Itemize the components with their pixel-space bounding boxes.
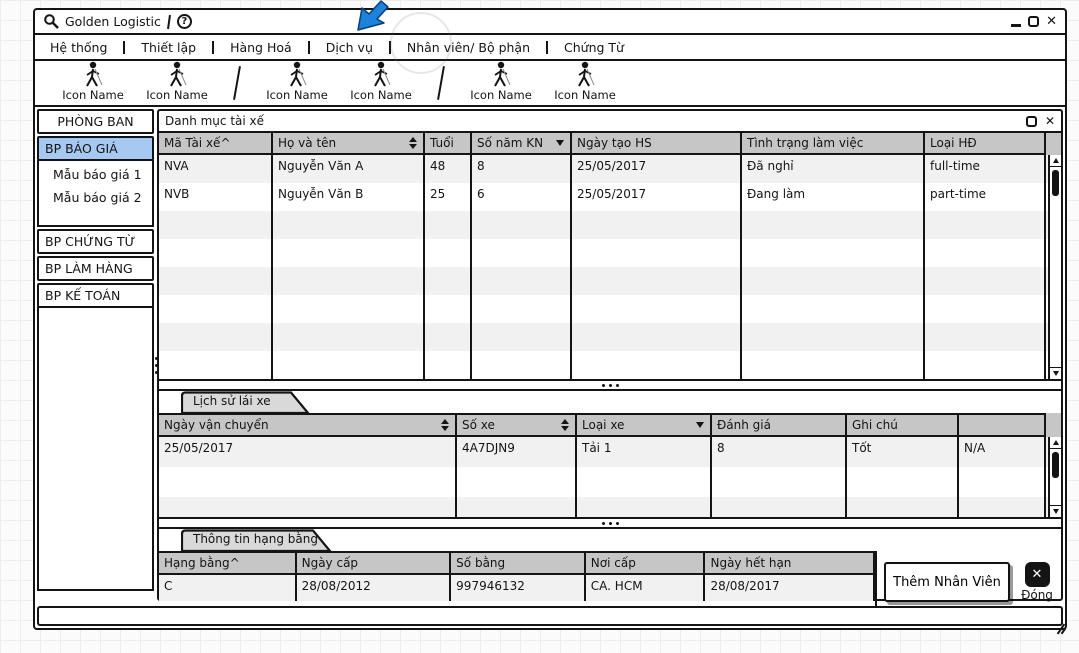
- close-label: Đóng: [1021, 588, 1053, 602]
- person-icon: [370, 61, 392, 87]
- table-row-empty: [159, 323, 1061, 351]
- toolbar-separator: [233, 66, 241, 100]
- scrollbar-thumb[interactable]: [1052, 170, 1059, 196]
- search-icon: [43, 13, 60, 30]
- menu-item-chung-tu[interactable]: Chứng Từ: [564, 39, 624, 55]
- column-header-tuoi[interactable]: Tuổi: [425, 133, 472, 155]
- horizontal-splitter-handle[interactable]: [159, 517, 1061, 529]
- toolbar-button-label: Icon Name: [62, 88, 124, 102]
- tab-thong-tin-hang-bang[interactable]: Thông tin hạng bằng: [181, 529, 333, 551]
- menu-separator: [308, 41, 310, 54]
- toolbar-button-label: Icon Name: [266, 88, 328, 102]
- dropdown-icon[interactable]: [556, 140, 564, 146]
- panel-titlebar: [159, 111, 1061, 133]
- toolbar-button[interactable]: [552, 61, 618, 102]
- person-icon: [490, 61, 512, 87]
- column-header-ngay-tao-hs[interactable]: Ngày tạo HS: [572, 133, 742, 155]
- table-row[interactable]: NVB Nguyễn Văn B 25 6 25/05/2017 Đang làm part-time: [159, 183, 1061, 211]
- scroll-up-icon[interactable]: [1050, 437, 1061, 449]
- table-row-empty: [159, 211, 1061, 239]
- menu-separator: [546, 41, 548, 54]
- dropdown-icon[interactable]: [696, 422, 704, 428]
- toolbar-separator: [437, 66, 445, 100]
- panel-maximize-icon[interactable]: [1026, 116, 1037, 127]
- column-header-ngay-cap[interactable]: Ngày cấp: [297, 551, 452, 575]
- drivers-table-header: [159, 133, 1061, 155]
- sidebar-item-mau-bao-gia-2[interactable]: Mẫu báo giá 2: [53, 190, 142, 205]
- app-title: Golden Logistic: [65, 14, 161, 29]
- column-header-tinh-trang[interactable]: Tình trạng làm việc: [742, 133, 925, 155]
- tab-lich-su-lai-xe[interactable]: Lịch sử lái xe: [181, 391, 311, 413]
- sort-icon[interactable]: [409, 137, 417, 149]
- panel-title: Danh mục tài xế: [165, 114, 265, 128]
- history-table-body: [159, 437, 1061, 517]
- status-bar: [37, 606, 1063, 626]
- app-window: [33, 8, 1067, 630]
- scroll-down-icon[interactable]: [1050, 505, 1061, 517]
- panel-close-icon[interactable]: ✕: [1044, 114, 1055, 128]
- column-header-ma-tai-xe[interactable]: Mã Tài xế^: [159, 133, 273, 155]
- close-square-icon[interactable]: ✕: [1025, 562, 1050, 587]
- window-titlebar: [35, 10, 1065, 35]
- drivers-panel: [157, 109, 1063, 601]
- scroll-down-icon[interactable]: [1050, 367, 1061, 379]
- history-tab-row: [159, 391, 1061, 413]
- sidebar-item-bp-bao-gia[interactable]: BP BÁO GIÁ: [37, 136, 154, 161]
- minimize-icon[interactable]: [1011, 24, 1021, 27]
- toolbar-button[interactable]: [60, 61, 126, 102]
- menu-separator: [123, 41, 125, 54]
- column-header-ngay-het-han[interactable]: Ngày hết hạn: [705, 551, 875, 575]
- horizontal-splitter-handle[interactable]: [159, 379, 1061, 391]
- column-header-blank[interactable]: [959, 413, 1046, 437]
- sidebar-item-bp-ke-toan[interactable]: BP KẾ TOÁN: [37, 283, 154, 308]
- content-area: [35, 107, 1065, 601]
- close-icon[interactable]: ✕: [1046, 14, 1057, 29]
- toolbar-button-label: Icon Name: [146, 88, 208, 102]
- vertical-scrollbar[interactable]: [1048, 155, 1061, 379]
- add-employee-button[interactable]: Thêm Nhân Viên: [884, 562, 1010, 602]
- maximize-icon[interactable]: [1028, 16, 1039, 27]
- table-row-empty: [159, 239, 1061, 267]
- license-table-header: [159, 551, 875, 575]
- toolbar-button[interactable]: [468, 61, 534, 102]
- column-header-so-bang[interactable]: Số bằng: [451, 551, 586, 575]
- column-header-noi-cap[interactable]: Nơi cấp: [586, 551, 706, 575]
- drivers-table-body: [159, 155, 1061, 379]
- scroll-up-icon[interactable]: [1050, 155, 1061, 167]
- vertical-scrollbar[interactable]: [1048, 437, 1061, 517]
- column-header-loai-xe[interactable]: Loại xe: [577, 413, 712, 437]
- column-header-ngay-van-chuyen[interactable]: Ngày vận chuyển: [159, 413, 457, 437]
- column-header-ghi-chu[interactable]: Ghi chú: [847, 413, 959, 437]
- table-row-empty: [159, 351, 1061, 379]
- resize-handle-icon[interactable]: [1053, 620, 1069, 636]
- cursor-arrow-icon: [356, 0, 402, 32]
- person-icon: [82, 61, 104, 87]
- menu-item-hang-hoa[interactable]: Hàng Hoá: [230, 39, 292, 55]
- sidebar-subsection: [37, 160, 154, 227]
- menu-item-he-thong[interactable]: Hệ thống: [50, 39, 108, 55]
- column-header-loai-hd[interactable]: Loại HĐ: [925, 133, 1046, 155]
- license-tab-row: [159, 529, 1061, 551]
- menu-item-nhan-vien[interactable]: Nhân viên/ Bộ phận: [406, 39, 531, 55]
- table-row-empty: [159, 497, 1061, 517]
- toolbar-button[interactable]: [144, 61, 210, 102]
- icon-toolbar: [35, 61, 1065, 107]
- menu-bar: [35, 35, 1065, 61]
- sort-icon[interactable]: [441, 419, 449, 431]
- menu-separator: [212, 41, 214, 54]
- person-icon: [286, 61, 308, 87]
- table-row-empty: [159, 467, 1061, 497]
- titlebar-separator: [167, 14, 171, 28]
- scrollbar-thumb[interactable]: [1052, 452, 1059, 478]
- table-row[interactable]: C 28/08/2012 997946132 CA. HCM 28/08/2017: [159, 575, 875, 601]
- sidebar-header: PHÒNG BAN: [37, 109, 154, 134]
- column-header-hang-bang[interactable]: Hạng bằng^: [159, 551, 297, 575]
- sort-icon[interactable]: [561, 419, 569, 431]
- close-panel-action[interactable]: [1017, 562, 1057, 602]
- sidebar-item-mau-bao-gia-1[interactable]: Mẫu báo giá 1: [53, 167, 142, 182]
- table-row-empty: [159, 295, 1061, 323]
- column-header-so-xe[interactable]: Số xe: [457, 413, 577, 437]
- toolbar-button-label: Icon Name: [350, 88, 412, 102]
- sidebar-item-bp-lam-hang[interactable]: BP LÀM HÀNG: [37, 256, 154, 281]
- table-row[interactable]: 25/05/2017 4A7DJN9 Tải 1 8 Tốt N/A: [159, 437, 1061, 467]
- column-header-so-nam-kn[interactable]: Số năm KN: [472, 133, 572, 155]
- history-table-header: [159, 413, 1061, 437]
- toolbar-button[interactable]: [264, 61, 330, 102]
- table-row[interactable]: NVA Nguyễn Văn A 48 8 25/05/2017 Đã nghỉ full-time: [159, 155, 1061, 183]
- sidebar-item-bp-chung-tu[interactable]: BP CHỨNG TỪ: [37, 229, 154, 254]
- menu-item-thiet-lap[interactable]: Thiết lập: [141, 39, 197, 55]
- column-header-ho-va-ten[interactable]: Họ và tên: [273, 133, 425, 155]
- person-icon: [166, 61, 188, 87]
- menu-item-dich-vu[interactable]: Dịch vụ: [325, 39, 373, 55]
- toolbar-button-label: Icon Name: [470, 88, 532, 102]
- column-header-danh-gia[interactable]: Đánh giá: [712, 413, 847, 437]
- help-icon[interactable]: ?: [177, 14, 192, 29]
- table-row-empty: [159, 267, 1061, 295]
- toolbar-button-label: Icon Name: [554, 88, 616, 102]
- sidebar-empty-area: [37, 307, 154, 591]
- person-icon: [574, 61, 596, 87]
- sidebar-phong-ban: [37, 109, 154, 591]
